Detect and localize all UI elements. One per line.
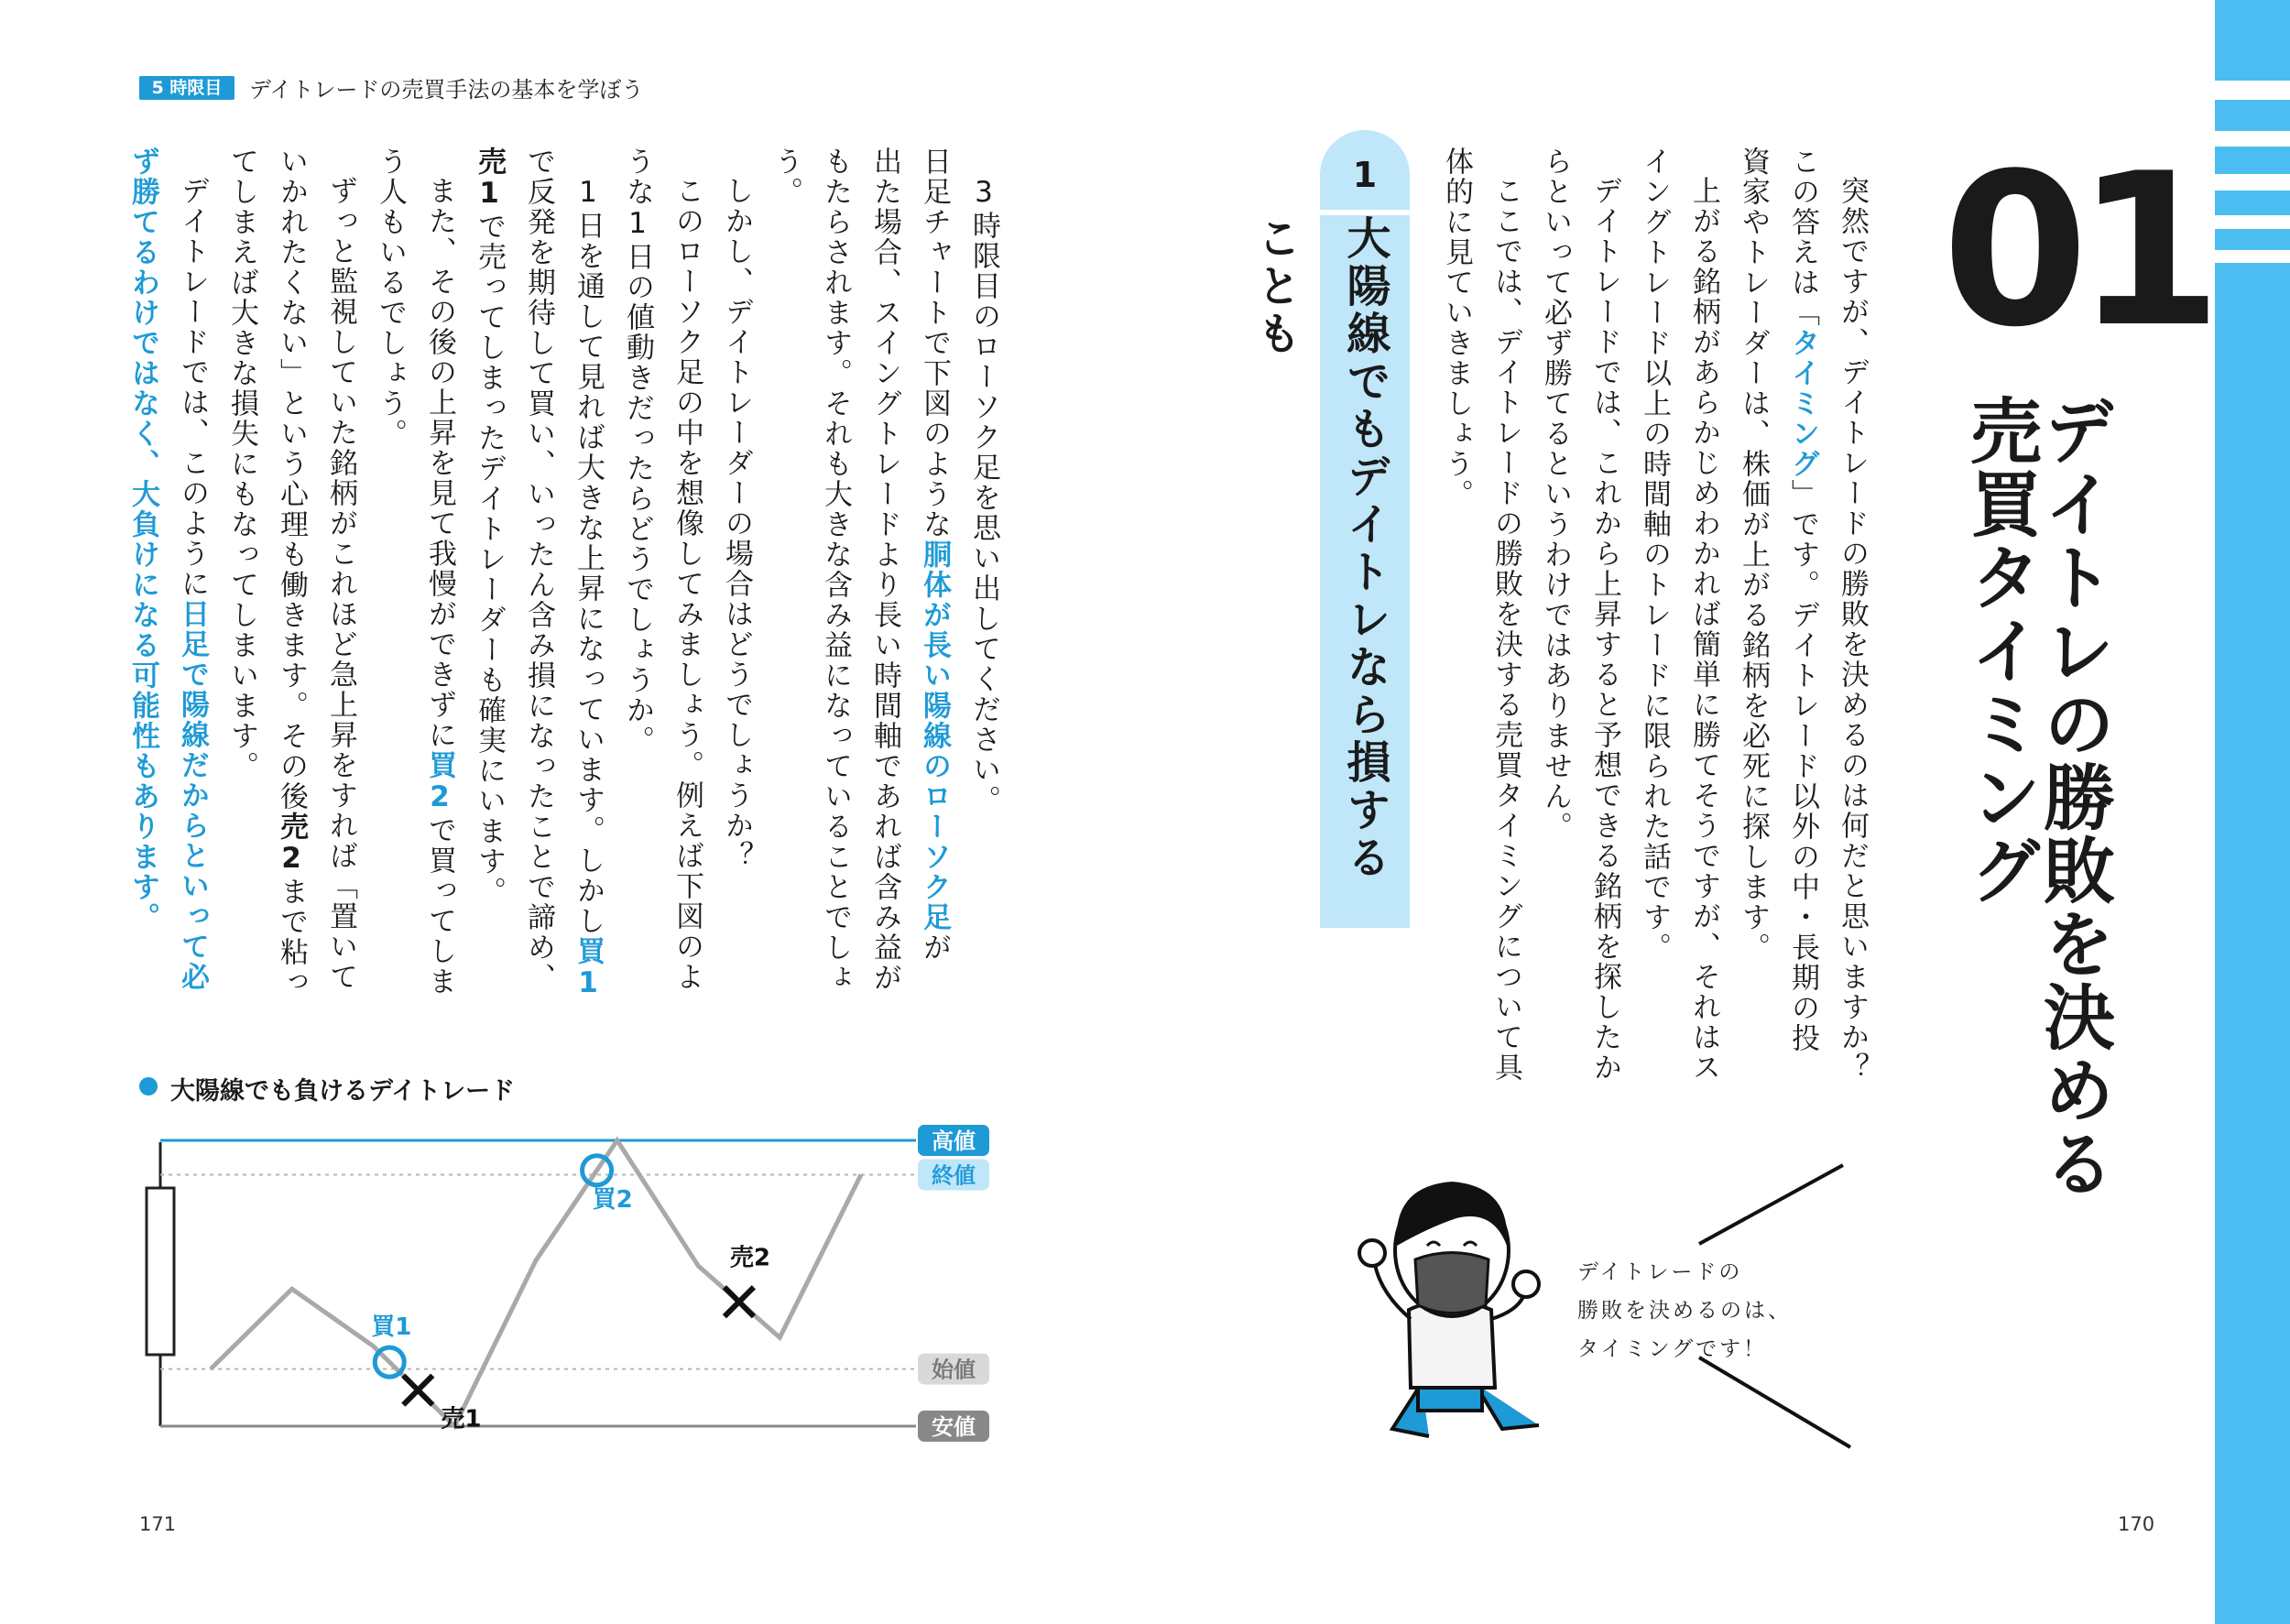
body-col: このローソク足の中を想像してみましょう。例えば下図のよ — [671, 176, 703, 992]
page-number-right: 170 — [2118, 1513, 2155, 1535]
intro-col: イングトレード以上の時間軸のトレードに限られた話です。 — [1638, 147, 1671, 963]
level-label: 終値 — [932, 1162, 976, 1189]
side-stripe — [2215, 229, 2290, 250]
chapter-badge: 5 時限目 — [139, 76, 234, 100]
level-label: 始値 — [932, 1357, 976, 1383]
body-col: もたらされます。それも大きな含み益になっていることでしょ — [819, 147, 852, 993]
intraday-chart — [128, 1113, 1008, 1461]
emphasis-timing: タイミング — [1786, 328, 1819, 479]
section-title: 大陽線でもデイトレなら損することも — [1320, 215, 1410, 928]
emphasis-candle: 胴体が長い陽線のローソク足 — [918, 540, 951, 932]
intro-col: らといって必ず勝てるというわけではありません。 — [1539, 147, 1572, 842]
body-col: しかし、デイトレーダーの場合はどうでしょうか？ — [720, 176, 753, 871]
side-stripe — [2215, 191, 2290, 215]
chapter-title-line2: 売買タイミング — [1958, 394, 2041, 907]
body-col: 日足チャートで下図のような胴体が長い陽線のローソク足が — [918, 147, 951, 963]
body-col: てしまえば大きな損失にもなってしまいます。 — [225, 147, 258, 781]
level-label: 安値 — [932, 1414, 976, 1440]
speech-line — [1699, 1357, 1850, 1447]
intro-col: 突然ですが、デイトレードの勝敗を決めるのは何だと思いますか？ — [1836, 176, 1869, 1083]
body-col: 売1で売ってしまったデイトレーダーも確実にいます。 — [473, 147, 506, 907]
intro-col: この答えは「タイミング」です。デイトレード以外の中・長期の投 — [1786, 147, 1819, 1053]
sell-marker — [725, 1287, 754, 1316]
side-stripe — [2215, 263, 2290, 1624]
emphasis-buy1: 買1 — [572, 936, 605, 1001]
intro-col: デイトレードでは、これから上昇すると予想できる銘柄を探したか — [1588, 176, 1621, 1083]
fist-left — [1359, 1240, 1385, 1266]
running-header: デイトレードの売買手法の基本を学ぼう — [249, 77, 644, 103]
buy-label: 買2 — [592, 1185, 633, 1214]
leg-right — [1475, 1383, 1539, 1429]
speech-text: デイトレードの 勝敗を決めるのは、 タイミングです！ — [1577, 1260, 1792, 1361]
body-col: 出た場合、スイングトレードより長い時間軸であれば含み益が — [868, 147, 901, 993]
mask — [1415, 1253, 1488, 1313]
intro-col: 資家やトレーダーは、株価が上がる銘柄を必死に探します。 — [1737, 147, 1770, 963]
side-stripe — [2215, 147, 2290, 174]
chapter-number: 01 — [1942, 129, 2210, 374]
body-col: いかれたくない」という心理も働きます。その後売2まで粘っ — [275, 147, 308, 997]
body-col: また、その後の上昇を見て我慢ができずに買2で買ってしま — [423, 176, 456, 997]
sell-label: 売2 — [729, 1244, 770, 1272]
intro-col: 体的に見ていきましょう。 — [1440, 147, 1473, 509]
chapter-title-line1: デイトレの勝敗を決める — [2032, 394, 2114, 1200]
speech-line — [1699, 1165, 1843, 1244]
page-number-left: 171 — [139, 1513, 177, 1535]
section-number: 1 — [1320, 130, 1410, 210]
chart-title: 大陽線でも負けるデイトレード — [170, 1077, 516, 1106]
emphasis-buy2: 買2 — [423, 750, 456, 815]
price-line — [211, 1140, 861, 1426]
body-col: ずっと監視していた銘柄がこれほど急上昇をすれば「置いて — [324, 176, 357, 992]
buy-label: 買1 — [371, 1313, 412, 1342]
side-stripe — [2215, 100, 2290, 131]
body-col: ず勝てるわけではなく、大負けになる可能性もあります。 — [126, 147, 159, 932]
chart-title-bullet-icon — [139, 1077, 158, 1095]
level-label: 高値 — [932, 1128, 976, 1154]
side-stripe — [2215, 0, 2290, 81]
emphasis-sell2: 売2 — [275, 812, 308, 877]
body-col: うな1日の値動きだったらどうでしょうか。 — [621, 147, 654, 756]
body-col: で反発を期待して買い、いったん含み損になったことで諦め、 — [522, 147, 555, 993]
emphasis-sell1: 売1 — [473, 147, 506, 212]
emphasis-conclusion: 日足で陽線だからといって必 — [176, 599, 209, 992]
sell-label: 売1 — [441, 1405, 482, 1433]
body-col: 1日を通して見れば大きな上昇になっています。しかし買1 — [572, 176, 605, 1001]
body-col: う人もいるでしょう。 — [374, 147, 407, 449]
intro-col: 上がる銘柄があらかじめわかれば簡単に勝てそうですが、それはス — [1687, 176, 1720, 1083]
body-col: デイトレードでは、このように日足で陽線だからといって必 — [176, 176, 209, 992]
sell-marker — [403, 1376, 432, 1405]
fist-right — [1513, 1271, 1539, 1297]
body-col: 3時限目のローソク足を思い出してください。 — [967, 176, 1000, 815]
body-col: う。 — [769, 147, 802, 207]
intro-col: ここでは、デイトレードの勝敗を決する売買タイミングについて具 — [1489, 176, 1522, 1083]
candle-body — [147, 1188, 174, 1355]
